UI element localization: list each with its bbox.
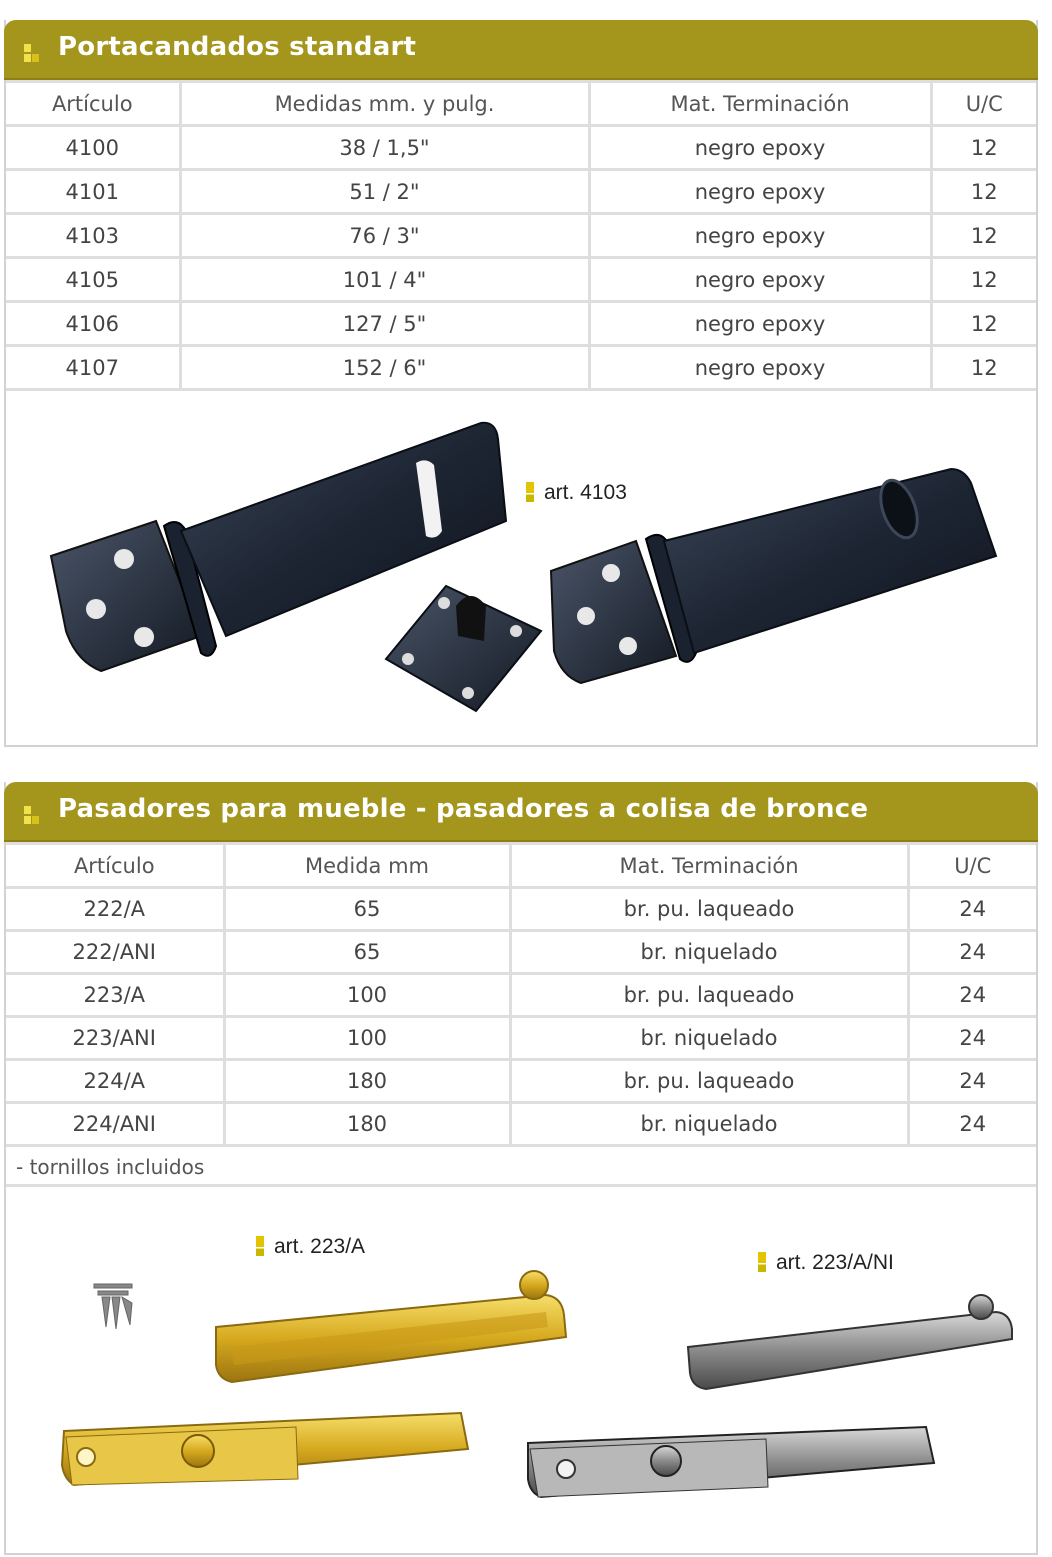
table-row <box>6 214 1036 258</box>
column-header: Mat. Terminación <box>510 844 908 888</box>
cell: 12 <box>931 170 1036 214</box>
cell: br. niquelado <box>510 1017 908 1060</box>
cell: 101 / 4" <box>180 258 589 302</box>
cell: 12 <box>931 214 1036 258</box>
cell: negro epoxy <box>589 346 931 390</box>
bullet-icon <box>24 44 38 62</box>
image-label-left <box>256 1235 365 1259</box>
column-header: Medida mm <box>224 844 510 888</box>
table-row <box>6 170 1036 214</box>
table-row <box>6 888 1036 931</box>
column-header: U/C <box>931 82 1036 126</box>
cell: br. pu. laqueado <box>510 888 908 931</box>
table-row <box>6 1017 1036 1060</box>
cell: 4103 <box>6 214 180 258</box>
cell: 12 <box>931 258 1036 302</box>
cell: br. niquelado <box>510 1103 908 1146</box>
table-row <box>6 1060 1036 1103</box>
cell: negro epoxy <box>589 258 931 302</box>
bolt-image <box>6 1187 1036 1547</box>
table-header-row <box>6 844 1036 888</box>
cell: 12 <box>931 346 1036 390</box>
product-table <box>6 842 1036 1147</box>
cell: 24 <box>908 1060 1036 1103</box>
cell: 38 / 1,5" <box>180 126 589 170</box>
image-label-text: art. 223/A/NI <box>776 1251 894 1274</box>
cell: 152 / 6" <box>180 346 589 390</box>
cell: 127 / 5" <box>180 302 589 346</box>
section-title: Portacandados standart <box>58 32 417 62</box>
cell: 51 / 2" <box>180 170 589 214</box>
column-header: Artículo <box>6 82 180 126</box>
section-title: Pasadores para mueble - pasadores a colisa de bronce <box>58 794 869 824</box>
cell: negro epoxy <box>589 170 931 214</box>
cell: 223/A <box>6 974 224 1017</box>
cell: 4101 <box>6 170 180 214</box>
cell: br. pu. laqueado <box>510 974 908 1017</box>
image-label-right <box>758 1251 894 1275</box>
image-label <box>526 481 627 505</box>
cell: 100 <box>224 1017 510 1060</box>
marker-icon <box>758 1252 766 1272</box>
cell: 224/A <box>6 1060 224 1103</box>
cell: 12 <box>931 302 1036 346</box>
table-row <box>6 126 1036 170</box>
column-header: U/C <box>908 844 1036 888</box>
screws-icon <box>94 1284 132 1329</box>
section-pasadores <box>4 782 1038 1555</box>
image-label-text: art. 223/A <box>274 1235 366 1258</box>
cell: negro epoxy <box>589 214 931 258</box>
cell: 223/ANI <box>6 1017 224 1060</box>
cell: 24 <box>908 1103 1036 1146</box>
marker-icon <box>526 482 534 502</box>
cell: br. pu. laqueado <box>510 1060 908 1103</box>
image-label-text: art. 4103 <box>544 481 627 504</box>
cell: 65 <box>224 888 510 931</box>
table-header-row <box>6 82 1036 126</box>
cell: 180 <box>224 1060 510 1103</box>
product-table <box>6 80 1036 391</box>
cell: 12 <box>931 126 1036 170</box>
cell: 224/ANI <box>6 1103 224 1146</box>
table-row <box>6 931 1036 974</box>
cell: 180 <box>224 1103 510 1146</box>
cell: 24 <box>908 1017 1036 1060</box>
cell: 76 / 3" <box>180 214 589 258</box>
column-header: Medidas mm. y pulg. <box>180 82 589 126</box>
hasp-image <box>6 391 1036 750</box>
table-row <box>6 346 1036 390</box>
column-header: Artículo <box>6 844 224 888</box>
section-portacandados <box>4 20 1038 747</box>
marker-icon <box>256 1236 264 1256</box>
cell: 222/ANI <box>6 931 224 974</box>
table-row <box>6 974 1036 1017</box>
note-text: - tornillos incluidos <box>6 1147 1036 1187</box>
table-row <box>6 1103 1036 1146</box>
product-image-area <box>6 391 1036 750</box>
cell: 100 <box>224 974 510 1017</box>
cell: 4105 <box>6 258 180 302</box>
section-header <box>4 782 1038 842</box>
cell: negro epoxy <box>589 302 931 346</box>
cell: negro epoxy <box>589 126 931 170</box>
cell: 65 <box>224 931 510 974</box>
cell: 24 <box>908 888 1036 931</box>
cell: 4106 <box>6 302 180 346</box>
table-row <box>6 302 1036 346</box>
section-header <box>4 20 1038 80</box>
cell: br. niquelado <box>510 931 908 974</box>
cell: 4107 <box>6 346 180 390</box>
cell: 222/A <box>6 888 224 931</box>
cell: 4100 <box>6 126 180 170</box>
bullet-icon <box>24 806 38 824</box>
column-header: Mat. Terminación <box>589 82 931 126</box>
cell: 24 <box>908 974 1036 1017</box>
product-image-area <box>6 1187 1036 1547</box>
cell: 24 <box>908 931 1036 974</box>
table-row <box>6 258 1036 302</box>
